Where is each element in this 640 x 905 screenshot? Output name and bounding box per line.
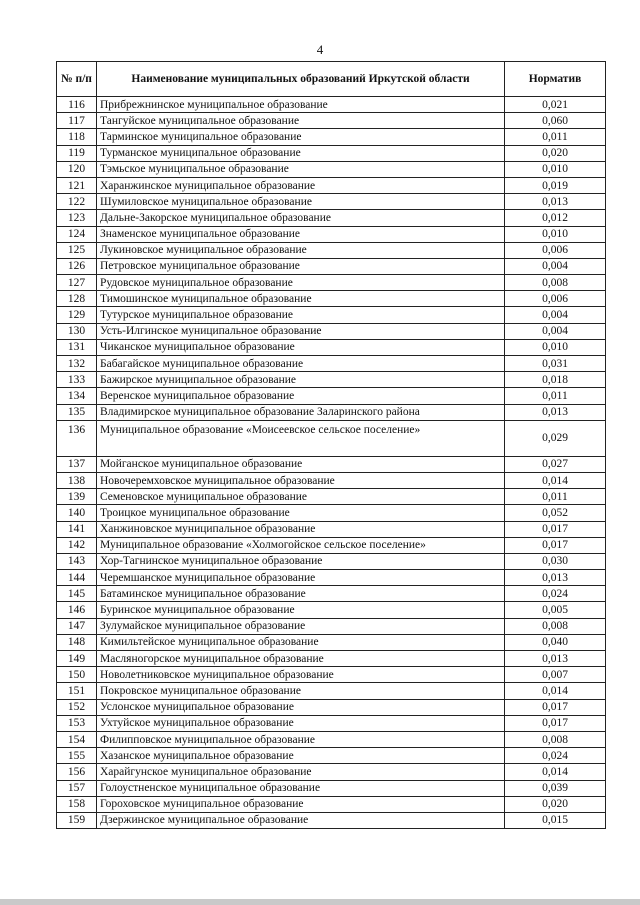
row-number: 130 [57, 323, 97, 339]
row-number: 152 [57, 699, 97, 715]
row-number: 149 [57, 651, 97, 667]
table-row [57, 258, 606, 274]
municipality-name: Зулумайское муниципальное образование [97, 618, 505, 634]
municipality-name: Новолетниковское муниципальное образование [97, 667, 505, 683]
row-number: 125 [57, 242, 97, 258]
table-row [57, 489, 606, 505]
municipality-name: Тэмьское муниципальное образование [97, 161, 505, 177]
row-number: 159 [57, 812, 97, 828]
row-number: 123 [57, 210, 97, 226]
municipality-name: Мойганское муниципальное образование [97, 456, 505, 472]
norm-value: 0,004 [505, 258, 606, 274]
row-number: 147 [57, 618, 97, 634]
norm-value: 0,027 [505, 456, 606, 472]
norm-value: 0,031 [505, 356, 606, 372]
municipality-name: Ханжиновское муниципальное образование [97, 521, 505, 537]
municipality-name: Новочеремховское муниципальное образование [97, 472, 505, 488]
municipality-name: Бажирское муниципальное образование [97, 372, 505, 388]
municipality-name: Веренское муниципальное образование [97, 388, 505, 404]
table-row [57, 113, 606, 129]
row-number: 120 [57, 161, 97, 177]
row-number: 155 [57, 748, 97, 764]
table-row [57, 715, 606, 731]
norm-value: 0,010 [505, 226, 606, 242]
row-number: 158 [57, 796, 97, 812]
row-number: 145 [57, 586, 97, 602]
row-number: 127 [57, 275, 97, 291]
municipality-name: Гороховское муниципальное образование [97, 796, 505, 812]
table-row [57, 210, 606, 226]
table-header-row [57, 62, 606, 97]
row-number: 151 [57, 683, 97, 699]
row-number: 154 [57, 731, 97, 747]
table-row [57, 323, 606, 339]
municipality-name: Турманское муниципальное образование [97, 145, 505, 161]
table-row [57, 780, 606, 796]
row-number: 135 [57, 404, 97, 420]
row-number: 144 [57, 570, 97, 586]
table-row [57, 420, 606, 456]
municipality-name: Тарминское муниципальное образование [97, 129, 505, 145]
norm-value: 0,011 [505, 129, 606, 145]
municipality-name: Дальне-Закорское муниципальное образование [97, 210, 505, 226]
norm-value: 0,004 [505, 307, 606, 323]
row-number: 142 [57, 537, 97, 553]
municipality-name: Тимошинское муниципальное образование [97, 291, 505, 307]
table-body [57, 97, 606, 829]
norm-value: 0,017 [505, 521, 606, 537]
table-row [57, 97, 606, 113]
norm-value: 0,039 [505, 780, 606, 796]
municipality-name: Хор-Тагнинское муниципальное образование [97, 553, 505, 569]
row-number: 146 [57, 602, 97, 618]
table-row [57, 521, 606, 537]
table-row [57, 731, 606, 747]
norm-value: 0,052 [505, 505, 606, 521]
norm-value: 0,014 [505, 683, 606, 699]
norm-value: 0,013 [505, 194, 606, 210]
norm-value: 0,017 [505, 699, 606, 715]
municipality-name: Семеновское муниципальное образование [97, 489, 505, 505]
municipality-name: Владимирское муниципальное образование Заларинского района [97, 404, 505, 420]
table-row [57, 161, 606, 177]
norm-value: 0,030 [505, 553, 606, 569]
row-number: 128 [57, 291, 97, 307]
row-number: 118 [57, 129, 97, 145]
table-row [57, 356, 606, 372]
row-number: 122 [57, 194, 97, 210]
row-number: 137 [57, 456, 97, 472]
norm-value: 0,006 [505, 242, 606, 258]
norm-value: 0,021 [505, 97, 606, 113]
norm-value: 0,015 [505, 812, 606, 828]
table-row [57, 764, 606, 780]
norm-value: 0,004 [505, 323, 606, 339]
norm-value: 0,013 [505, 404, 606, 420]
norm-value: 0,008 [505, 731, 606, 747]
municipality-name: Тутурское муниципальное образование [97, 307, 505, 323]
norm-value: 0,007 [505, 667, 606, 683]
row-number: 129 [57, 307, 97, 323]
table-row [57, 194, 606, 210]
row-number: 117 [57, 113, 97, 129]
norm-value: 0,019 [505, 177, 606, 193]
municipality-name: Кимильтейское муниципальное образование [97, 634, 505, 650]
norm-value: 0,014 [505, 472, 606, 488]
municipality-name: Муниципальное образование «Холмогойское сельское поселение» [97, 537, 505, 553]
municipality-name: Буринское муниципальное образование [97, 602, 505, 618]
norm-value: 0,013 [505, 570, 606, 586]
table-row [57, 339, 606, 355]
row-number: 139 [57, 489, 97, 505]
table-row [57, 634, 606, 650]
municipality-name: Бабагайское муниципальное образование [97, 356, 505, 372]
page-bottom-edge [0, 899, 640, 905]
row-number: 132 [57, 356, 97, 372]
norm-value: 0,024 [505, 748, 606, 764]
norm-value: 0,020 [505, 796, 606, 812]
norm-value: 0,006 [505, 291, 606, 307]
row-number: 136 [57, 420, 97, 456]
norm-value: 0,013 [505, 651, 606, 667]
municipality-name: Дзержинское муниципальное образование [97, 812, 505, 828]
municipality-name: Покровское муниципальное образование [97, 683, 505, 699]
municipality-name: Филипповское муниципальное образование [97, 731, 505, 747]
municipality-name: Черемшанское муниципальное образование [97, 570, 505, 586]
header-number: № п/п [57, 62, 97, 97]
table-row [57, 275, 606, 291]
municipality-name: Чиканское муниципальное образование [97, 339, 505, 355]
norm-value: 0,020 [505, 145, 606, 161]
municipality-name: Батаминское муниципальное образование [97, 586, 505, 602]
table-row [57, 388, 606, 404]
row-number: 141 [57, 521, 97, 537]
row-number: 121 [57, 177, 97, 193]
municipality-name: Услонское муниципальное образование [97, 699, 505, 715]
table-row [57, 570, 606, 586]
municipality-name: Ухтуйское муниципальное образование [97, 715, 505, 731]
table-row [57, 505, 606, 521]
table-row [57, 667, 606, 683]
table-row [57, 472, 606, 488]
row-number: 150 [57, 667, 97, 683]
row-number: 153 [57, 715, 97, 731]
norm-value: 0,008 [505, 618, 606, 634]
table-row [57, 586, 606, 602]
row-number: 140 [57, 505, 97, 521]
row-number: 143 [57, 553, 97, 569]
table-row [57, 618, 606, 634]
table-row [57, 602, 606, 618]
norm-value: 0,011 [505, 489, 606, 505]
norm-value: 0,024 [505, 586, 606, 602]
row-number: 138 [57, 472, 97, 488]
norm-value: 0,040 [505, 634, 606, 650]
municipality-name: Харанжинское муниципальное образование [97, 177, 505, 193]
municipality-name: Лукиновское муниципальное образование [97, 242, 505, 258]
table-row [57, 537, 606, 553]
table-row [57, 372, 606, 388]
table-row [57, 145, 606, 161]
norm-value: 0,017 [505, 715, 606, 731]
municipality-name: Харайгунское муниципальное образование [97, 764, 505, 780]
table-row [57, 796, 606, 812]
municipality-name: Хазанское муниципальное образование [97, 748, 505, 764]
norm-value: 0,010 [505, 161, 606, 177]
table-row [57, 226, 606, 242]
row-number: 119 [57, 145, 97, 161]
municipality-name: Знаменское муниципальное образование [97, 226, 505, 242]
municipality-name: Голоустненское муниципальное образование [97, 780, 505, 796]
table-row [57, 748, 606, 764]
table-row [57, 404, 606, 420]
row-number: 157 [57, 780, 97, 796]
municipal-norms-table [56, 61, 606, 829]
table-row [57, 553, 606, 569]
row-number: 134 [57, 388, 97, 404]
municipality-name: Троицкое муниципальное образование [97, 505, 505, 521]
row-number: 126 [57, 258, 97, 274]
municipality-name: Шумиловское муниципальное образование [97, 194, 505, 210]
table-row [57, 177, 606, 193]
municipality-name: Прибрежнинское муниципальное образование [97, 97, 505, 113]
municipality-name: Масляногорское муниципальное образование [97, 651, 505, 667]
row-number: 131 [57, 339, 97, 355]
norm-value: 0,005 [505, 602, 606, 618]
row-number: 133 [57, 372, 97, 388]
table-row [57, 699, 606, 715]
norm-value: 0,017 [505, 537, 606, 553]
table-row [57, 291, 606, 307]
norm-value: 0,014 [505, 764, 606, 780]
header-norm: Норматив [505, 62, 606, 97]
norm-value: 0,012 [505, 210, 606, 226]
municipality-name: Муниципальное образование «Моисеевское сельское поселение» [97, 420, 505, 456]
municipality-name: Тангуйское муниципальное образование [97, 113, 505, 129]
table-row [57, 812, 606, 828]
norm-value: 0,011 [505, 388, 606, 404]
table-row [57, 242, 606, 258]
norm-value: 0,060 [505, 113, 606, 129]
municipality-name: Усть-Илгинское муниципальное образование [97, 323, 505, 339]
municipality-name: Рудовское муниципальное образование [97, 275, 505, 291]
table-row [57, 651, 606, 667]
table-row [57, 683, 606, 699]
page-number: 4 [316, 42, 324, 57]
municipality-name: Петровское муниципальное образование [97, 258, 505, 274]
norm-value: 0,018 [505, 372, 606, 388]
row-number: 148 [57, 634, 97, 650]
table-row [57, 456, 606, 472]
norm-value: 0,008 [505, 275, 606, 291]
row-number: 116 [57, 97, 97, 113]
row-number: 124 [57, 226, 97, 242]
header-name: Наименование муниципальных образований Иркутской области [97, 62, 505, 97]
table-row [57, 129, 606, 145]
row-number: 156 [57, 764, 97, 780]
norm-value: 0,029 [505, 420, 606, 456]
norm-value: 0,010 [505, 339, 606, 355]
table-row [57, 307, 606, 323]
